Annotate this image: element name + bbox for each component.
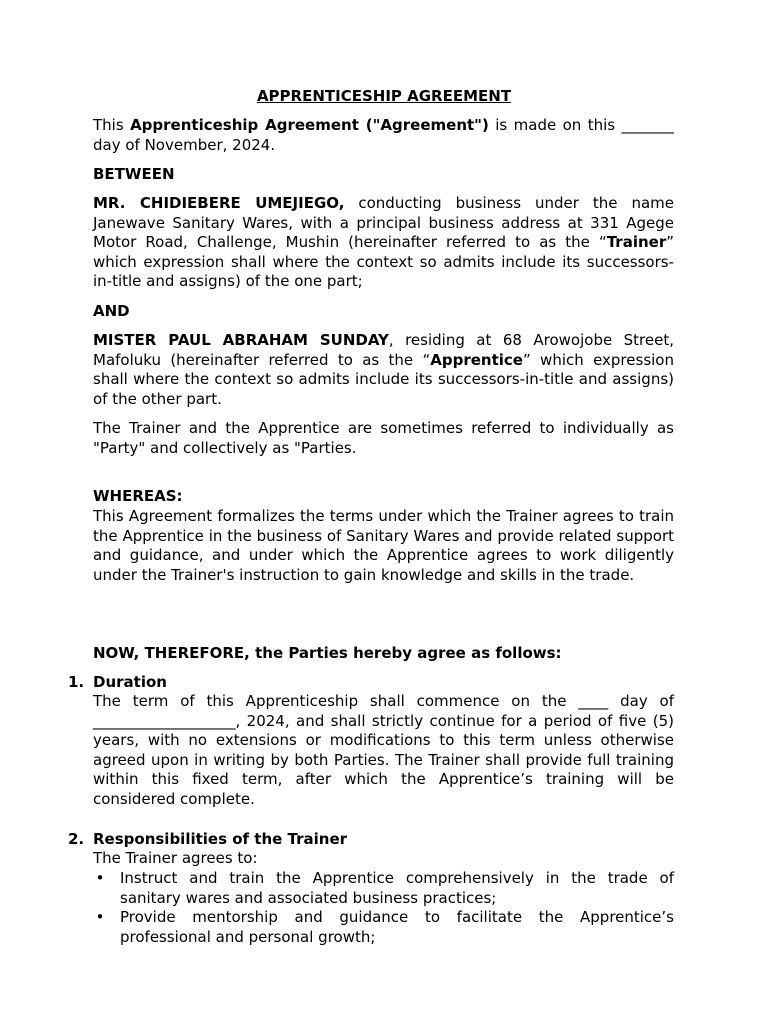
apprentice-defined-term: Apprentice — [430, 350, 523, 369]
section-1-number: 1. — [68, 673, 85, 691]
whereas-paragraph: This Agreement formalizes the terms under which the Trainer agrees to train the Apprentice in the business of Sanitary Wares and provide related support and guidance, and under which the Apprentice agrees to work diligently under the Trainer's instruction to gain knowledge and skills in the trade. — [93, 507, 674, 584]
trainer-text-start: conducting business under the name Janewave Sanitary Wares, with a principal business address at 331 Agege Motor Road, Challenge, Mushin (hereinafter referred to as the “ — [93, 194, 674, 252]
section-1-text: The term of this Apprenticeship shall commence on the ____ day of ___________________, 2024, and shall strictly continue for a period of five (5) years, with no extensions or modifications to this term unless otherwise agreed upon in writing by both Parties. The Trainer shall provide full training within this fixed term, after which the Apprentice’s training will be considered complete. — [93, 692, 674, 808]
apprentice-text-end: ” which expression shall where the context so admits include its successors-in-title and assigns) of the other part. — [93, 350, 674, 408]
whereas-heading: WHEREAS: — [93, 487, 183, 505]
bullet-icon: • — [95, 869, 105, 887]
trainer-text-end: ” which expression shall where the context so admits include its successors-in-title and assigns) of the one part; — [93, 233, 674, 291]
intro-paragraph — [93, 116, 674, 155]
and-heading: AND — [93, 302, 130, 320]
document-title: APPRENTICESHIP AGREEMENT — [256, 87, 512, 105]
between-heading: BETWEEN — [93, 165, 175, 183]
trainer-paragraph — [93, 194, 674, 292]
apprentice-paragraph — [93, 331, 674, 409]
trainer-defined-term: Trainer — [606, 233, 667, 252]
now-therefore-heading: NOW, THEREFORE, the Parties hereby agree as follows: — [93, 644, 562, 662]
bullet-icon: • — [95, 908, 105, 926]
list-item: Instruct and train the Apprentice comprehensively in the trade of sanitary wares and associated business practices; — [120, 869, 674, 907]
trainer-name: MR. CHIDIEBERE UMEJIEGO, — [93, 194, 345, 212]
section-1-heading: Duration — [93, 673, 167, 691]
apprentice-text-start: , residing at 68 Arowojobe Street, Mafoluku (hereinafter referred to as the “ — [93, 331, 674, 369]
list-item: Provide mentorship and guidance to facilitate the Apprentice’s professional and personal growth; — [120, 908, 674, 946]
section-2-heading: Responsibilities of the Trainer — [93, 830, 348, 848]
intro-bold-term: Apprenticeship Agreement ("Agreement") — [130, 116, 489, 134]
parties-paragraph: The Trainer and the Apprentice are sometimes referred to individually as "Party" and collectively as "Parties. — [93, 419, 674, 457]
intro-text-start: This — [93, 116, 131, 134]
section-2-number: 2. — [68, 830, 85, 848]
apprentice-name: MISTER PAUL ABRAHAM SUNDAY — [93, 331, 389, 349]
section-2-lead: The Trainer agrees to: — [93, 849, 258, 867]
intro-text-end: is made on this _______ day of November, 2024. — [93, 116, 675, 154]
